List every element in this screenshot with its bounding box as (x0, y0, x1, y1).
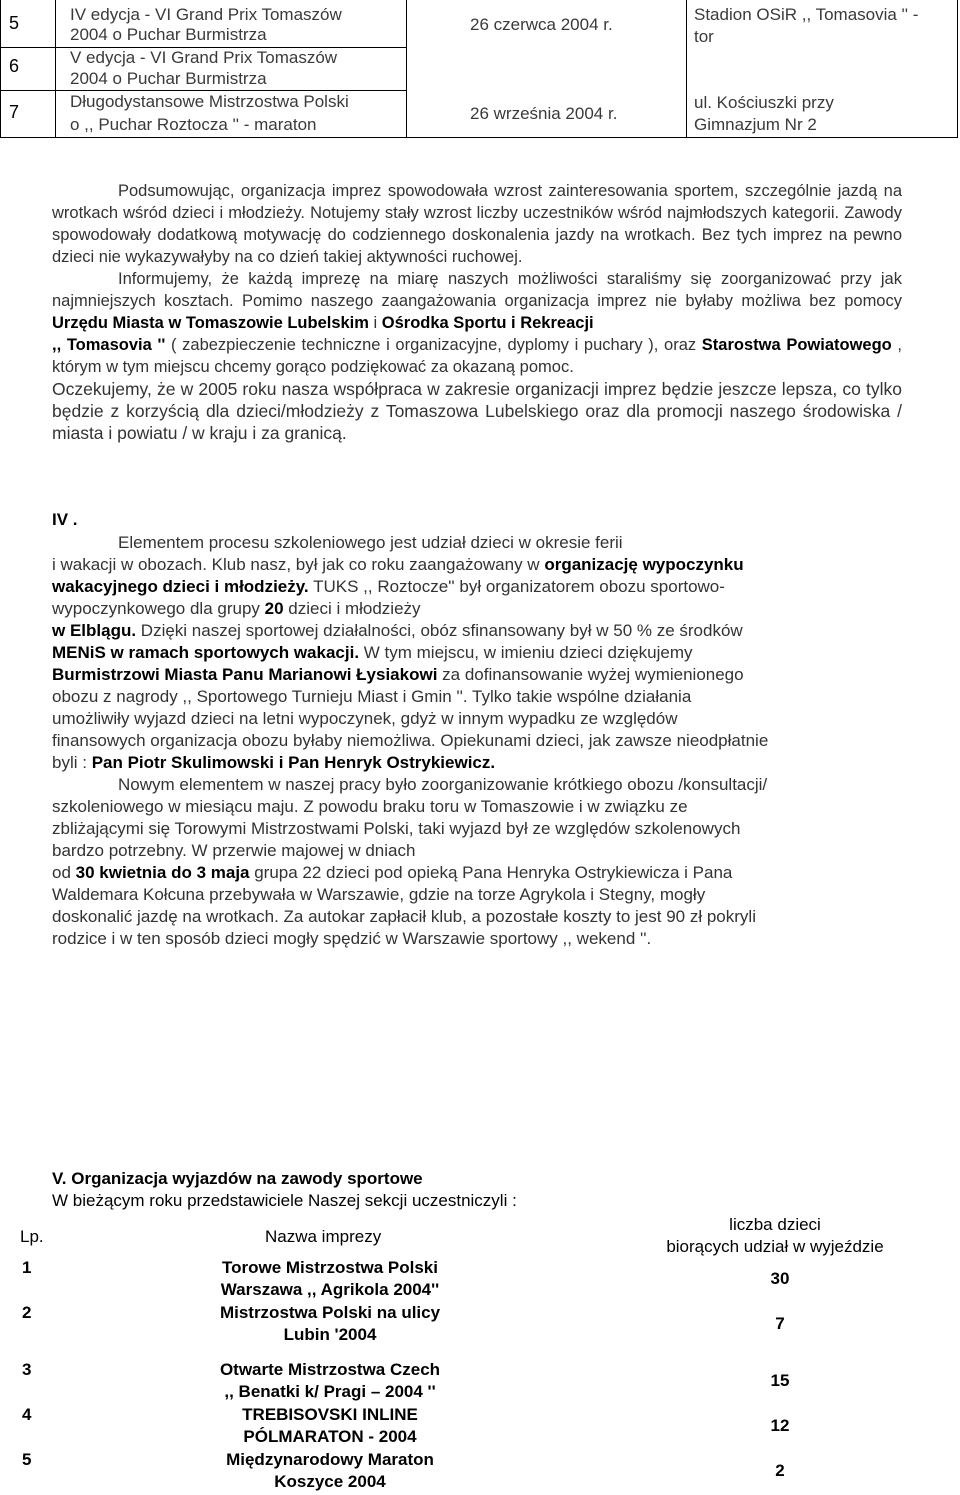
thanks-paragraph (52, 268, 902, 334)
event-place-line: Stadion OSiR ,, Tomasovia '' - (694, 5, 919, 24)
text-line: obozu z nagrody ,, Sportowego Turnieju Miast i Gmin ''. Tylko takie wspólne działania (52, 687, 692, 706)
text-line: finansowych organizacja obozu byłaby niemożliwa. Opiekunami dzieci, jak zawsze nieodpłatnie (52, 731, 769, 750)
text-line: rodzice i w ten sposób dzieci mogły spędzić w Warszawie sportowy ,, wekend ''. (52, 929, 652, 948)
bold-text: Urzędu Miasta w Tomaszowie Lubelskim (52, 314, 369, 332)
text-run: dzieci i młodzieży (283, 599, 421, 618)
bold-text: Starostwa Powiatowego (701, 336, 892, 354)
column-header-count: biorących udział w wyjeździe (666, 1237, 884, 1256)
row-lp: 1 (22, 1258, 32, 1277)
row-event-name: Warszawa ,, Agrikola 2004'' (220, 1280, 440, 1299)
section-heading: IV . (52, 510, 78, 529)
section-heading: V. Organizacja wyjazdów na zawody sportowe (52, 1169, 423, 1188)
text-run: TUKS ,, Roztocze'' był organizatorem obozu sportowo- (308, 577, 725, 596)
column-header-count: liczba dzieci (729, 1215, 821, 1234)
bold-text: w Elblągu. (52, 621, 137, 640)
section-intro: W bieżącym roku przedstawiciele Naszej sekcji uczestniczyli : (52, 1191, 517, 1210)
text-line: szkoleniowego w miesiącu maju. Z powodu braku toru w Tomaszowie i w związku ze (52, 797, 688, 816)
text-run: i wakacji w obozach. Klub nasz, był jak co roku zaangażowany w (52, 555, 545, 574)
text-line (52, 598, 892, 620)
text-line: Waldemara Kołcuna przebywała w Warszawie, gdzie na torze Agrykola i Stegny, mogły (52, 885, 706, 904)
text-line: doskonalić jazdę na wrotkach. Za autokar zapłacił klub, a pozostałe koszty to jest 90 zł pokryli (52, 907, 756, 926)
bold-text: Burmistrzowi Miasta Panu Marianowi Łysiakowi (52, 665, 438, 684)
text-run: W tym miejscu, w imieniu dzieci dziękujemy (359, 643, 693, 662)
row-count: 7 (775, 1314, 785, 1333)
row-event-name: TREBISOVSKI INLINE (242, 1405, 418, 1424)
row-count: 2 (775, 1461, 785, 1480)
row-number: 5 (9, 13, 20, 33)
event-name-line: 2004 o Puchar Burmistrza (70, 25, 267, 44)
row-event-name: Torowe Mistrzostwa Polski (221, 1258, 438, 1277)
text-line (52, 554, 892, 576)
row-count: 12 (770, 1416, 790, 1435)
row-lp: 4 (22, 1405, 32, 1424)
event-name-line: IV edycja - VI Grand Prix Tomaszów (70, 5, 342, 24)
text-line: bardzo potrzebny. W przerwie majowej w dniach (52, 841, 416, 860)
row-event-name: Międzynarodowy Maraton (226, 1450, 434, 1469)
row-event-name: Otwarte Mistrzostwa Czech (219, 1360, 441, 1379)
bold-text: MENiS w ramach sportowych wakacji. (52, 643, 360, 662)
text-run: i (368, 314, 382, 332)
row-event-name: ,, Benatki k/ Pragi – 2004 '' (224, 1382, 436, 1401)
event-date: 26 czerwca 2004 r. (470, 15, 613, 34)
event-name-line: o ,, Puchar Roztocza '' - maraton (70, 115, 317, 134)
expectation-paragraph: Oczekujemy, że w 2005 roku nasza współpraca w zakresie organizacji imprez będzie jeszcze lepsza, co tylko będzie z korzyścią dla dzieci/młodzieży z Tomaszowa Lubelskiego oraz dla promocji naszego środowiska / miasta i powiatu / w kraju i za granicą. (52, 379, 902, 443)
text-run: od (52, 863, 76, 882)
bold-text: organizację wypoczynku (544, 555, 744, 574)
row-number: 6 (9, 56, 20, 76)
row-lp: 5 (22, 1450, 32, 1469)
text-run: ( zabezpieczenie techniczne i organizacyjne, dyplomy i puchary ), oraz (165, 336, 702, 354)
event-place-line: tor (694, 27, 714, 46)
text-run: wypoczynkowego dla grupy (52, 599, 265, 618)
row-event-name: Lubin '2004 (283, 1325, 377, 1344)
row-event-name: PÓLMARATON - 2004 (243, 1427, 417, 1446)
text-run: Informujemy, że każdą imprezę na miarę naszych możliwości staraliśmy się zoorganizować przy jak najmniejszych kosztach. Pomimo naszego zaangażowania organizacja imprez nie byłaby możliwa bez pomocy (52, 270, 902, 310)
row-number: 7 (9, 102, 20, 122)
column-header-name: Nazwa imprezy (265, 1227, 382, 1246)
bold-text: Ośrodka Sportu i Rekreacji (381, 314, 594, 332)
event-place-line: Gimnazjum Nr 2 (694, 115, 817, 134)
row-count: 15 (770, 1371, 790, 1390)
event-place-line: ul. Kościuszki przy (694, 93, 834, 112)
row-count: 30 (770, 1269, 790, 1288)
text-line: Nowym elementem w naszej pracy było zoorganizowanie krótkiego obozu /konsultacji/ (118, 775, 768, 794)
text-run: grupa 22 dzieci pod opieką Pana Henryka Ostrykiewicza i Pana (249, 863, 733, 882)
text-run: Dzięki naszej sportowej działalności, obóz sfinansowany był w 50 % ze środków (136, 621, 743, 640)
camp-section (52, 532, 892, 950)
text-line (52, 642, 892, 664)
event-name-line: Długodystansowe Mistrzostwa Polski (70, 92, 349, 111)
event-date: 26 września 2004 r. (470, 104, 618, 123)
text-line (52, 752, 892, 774)
row-lp: 2 (22, 1303, 32, 1322)
text-run: byli : (52, 753, 92, 772)
text-line (52, 620, 892, 642)
events-table (0, 0, 958, 140)
row-lp: 3 (22, 1360, 32, 1379)
text-line: Elementem procesu szkoleniowego jest udział dzieci w okresie ferii (118, 533, 623, 552)
bold-text: 30 kwietnia do 3 maja (75, 863, 250, 882)
bold-text: Pan Piotr Skulimowski i Pan Henryk Ostrykiewicz. (91, 753, 496, 772)
text-line (52, 862, 892, 884)
event-name-line: 2004 o Puchar Burmistrza (70, 69, 267, 88)
text-run: za dofinansowanie wyżej wymienionego (437, 665, 744, 684)
column-header-lp: Lp. (20, 1227, 44, 1246)
thanks-paragraph-cont (52, 334, 902, 378)
text-line: umożliwiły wyjazd dzieci na letni wypoczynek, gdyż w innym wypadku ze względów (52, 709, 678, 728)
text-run: , którym w tym miejscu chcemy gorąco podziękować za okazaną pomoc. (52, 336, 902, 376)
event-name-line: V edycja - VI Grand Prix Tomaszów (70, 48, 338, 67)
summary-paragraph: Podsumowując, organizacja imprez spowodowała wzrost zainteresowania sportem, szczególnie jazdą na wrotkach wśród dzieci i młodzieży. Notujemy stały wzrost liczby uczestników wśród najmłodszych kategorii. Zawody spowodowały dodatkową motywację do codziennego doskonalenia jazdy na wrotkach. Bez tych imprez na pewno dzieci nie wykazywałyby na co dzień takiej aktywności ruchowej. (52, 182, 902, 266)
text-line (52, 664, 892, 686)
bold-text: wakacyjnego dzieci i młodzieży. (52, 577, 309, 596)
summary-section (52, 180, 902, 444)
row-event-name: Mistrzostwa Polski na ulicy (219, 1303, 441, 1322)
text-line: zbliżającymi się Torowymi Mistrzostwami Polski, taki wyjazd był ze względów szkolenowych (52, 819, 741, 838)
row-event-name: Koszyce 2004 (274, 1472, 386, 1491)
text-line (52, 576, 892, 598)
bold-text: 20 (264, 599, 284, 618)
bold-text: ,, Tomasovia '' (52, 336, 166, 354)
